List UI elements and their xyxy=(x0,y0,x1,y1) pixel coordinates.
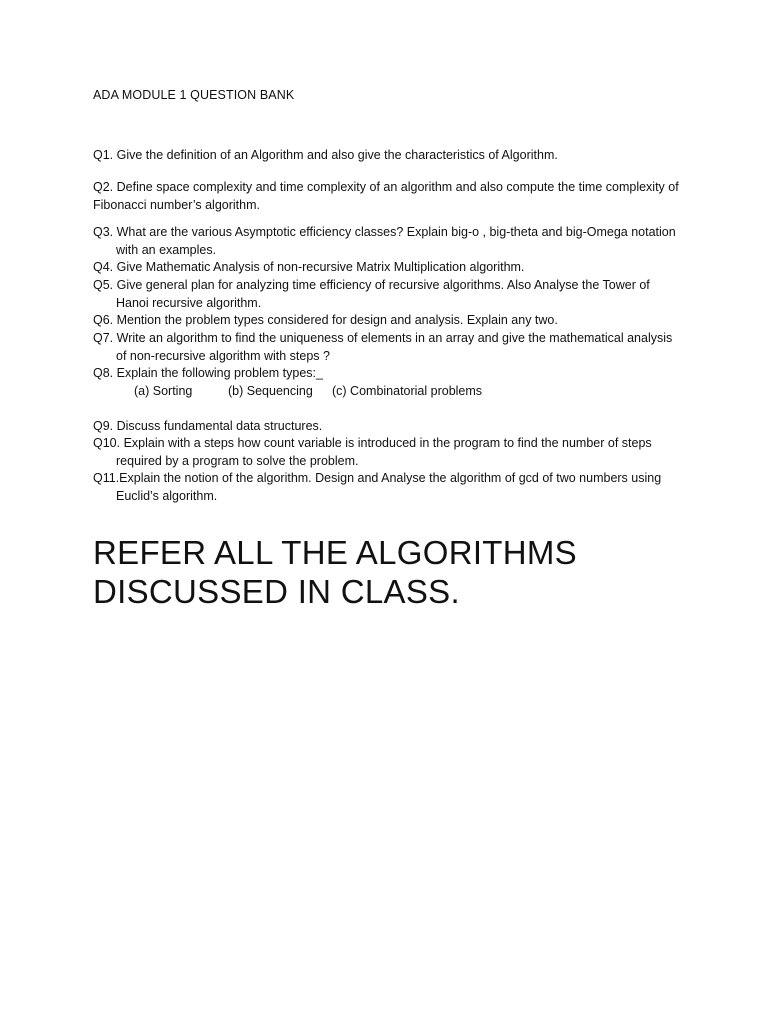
question-q11: Q11.Explain the notion of the algorithm. Design and Analyse the algorithm of gcd of two numbers using Euclid’s algorithm. xyxy=(93,471,662,503)
question-q9: Q9. Discuss fundamental data structures. xyxy=(93,419,323,433)
q8-subitem-sequencing: (b) Sequencing xyxy=(228,384,313,398)
question-q7: Q7. Write an algorithm to find the uniqueness of elements in an array and give the mathematical analysis of non-recursive algorithm with steps ? xyxy=(93,331,673,363)
document-title: ADA MODULE 1 QUESTION BANK xyxy=(93,88,295,102)
question-q1: Q1. Give the definition of an Algorithm and also give the characteristics of Algorithm. xyxy=(93,148,558,162)
question-q4: Q4. Give Mathematic Analysis of non-recursive Matrix Multiplication algorithm. xyxy=(93,260,525,274)
question-q8: Q8. Explain the following problem types:_ xyxy=(93,366,323,380)
q8-subitem-combinatorial: (c) Combinatorial problems xyxy=(332,384,483,398)
question-q6: Q6. Mention the problem types considered for design and analysis. Explain any two. xyxy=(93,313,558,327)
refer-algorithms-notice: REFER ALL THE ALGORITHMS DISCUSSED IN CLASS. xyxy=(93,534,577,610)
question-q5: Q5. Give general plan for analyzing time efficiency of recursive algorithms. Also Analyse the Tower of Hanoi recursive algorithm. xyxy=(93,278,650,310)
question-q2: Q2. Define space complexity and time complexity of an algorithm and also compute the time complexity of Fibonacci number’s algorithm. xyxy=(93,180,679,212)
q8-subitem-sorting: (a) Sorting xyxy=(134,384,193,398)
question-q3: Q3. What are the various Asymptotic efficiency classes? Explain big-o , big-theta and big-Omega notation with an examples. xyxy=(93,225,676,257)
question-q10: Q10. Explain with a steps how count variable is introduced in the program to find the number of steps required by a program to solve the problem. xyxy=(93,436,652,468)
